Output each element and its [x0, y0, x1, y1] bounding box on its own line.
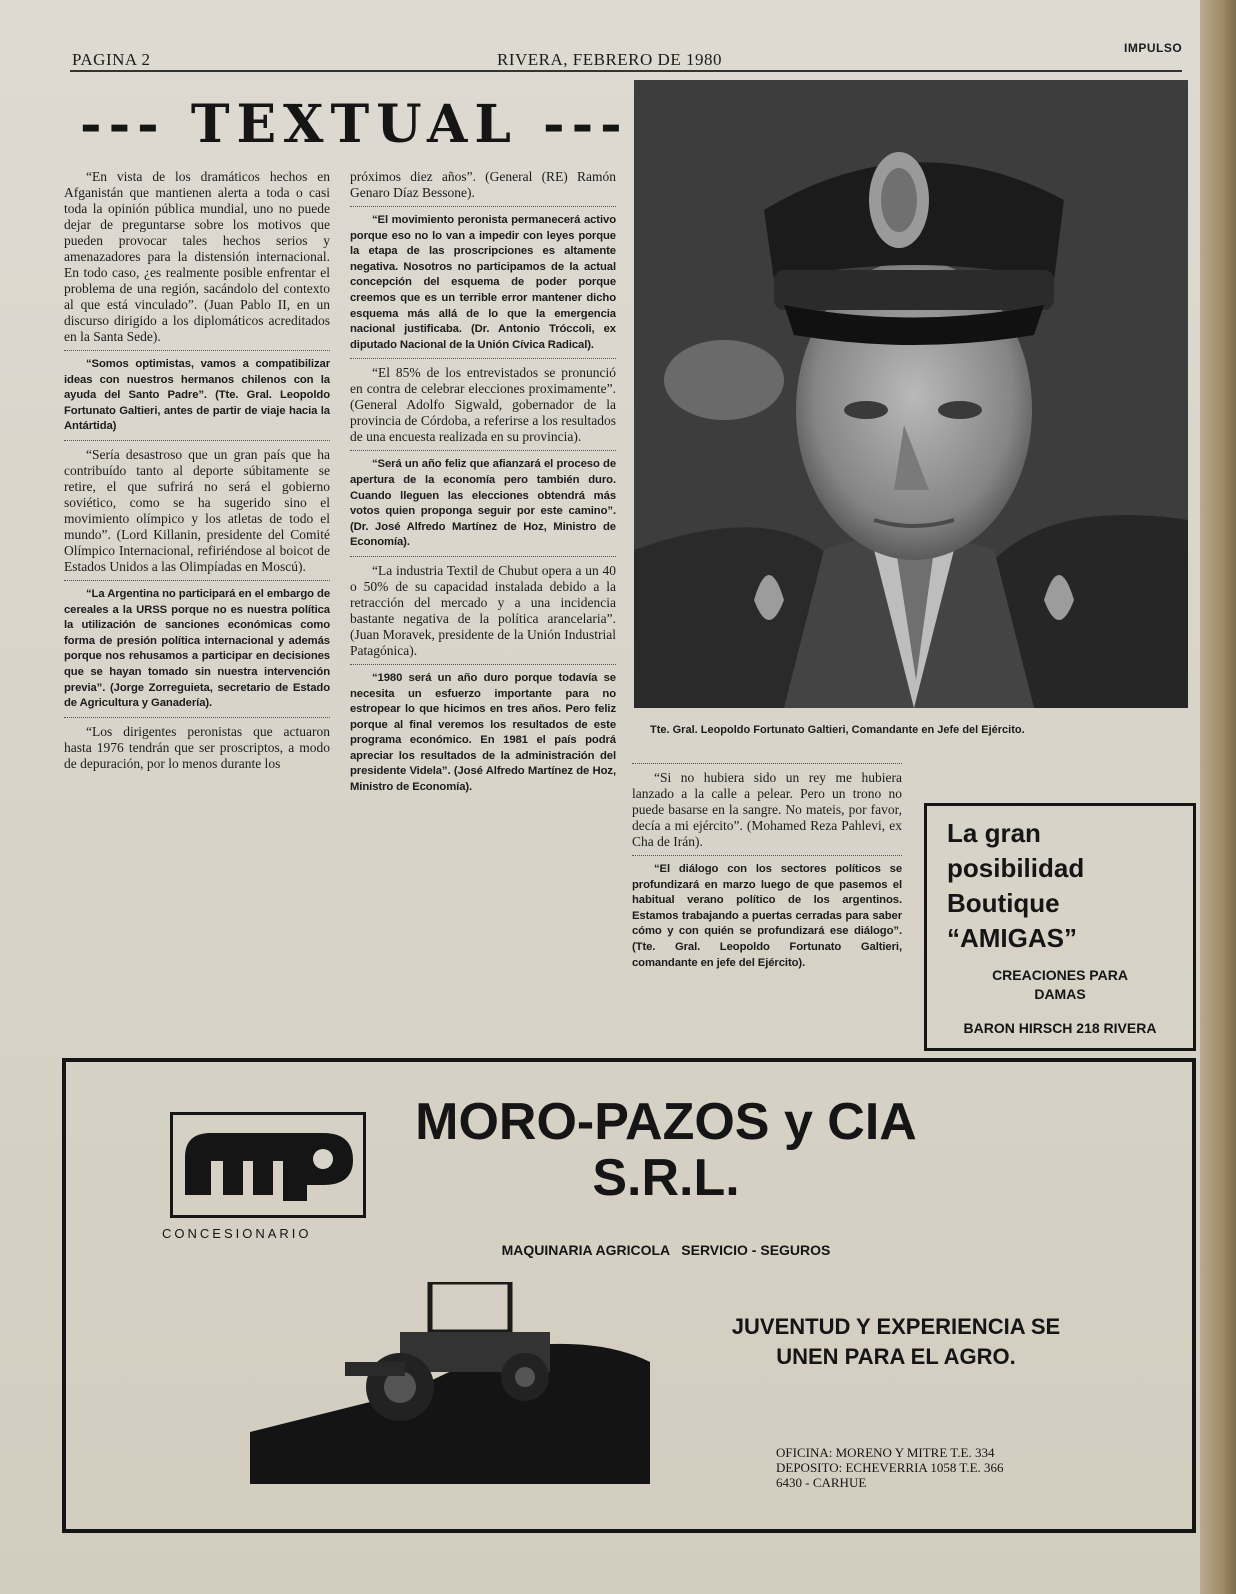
ad-subtitle-line: CREACIONES PARA	[992, 967, 1128, 983]
mp-logo-icon	[173, 1115, 363, 1215]
separator	[350, 556, 616, 557]
separator	[350, 358, 616, 359]
separator	[350, 206, 616, 207]
company-name-line: S.R.L.	[592, 1149, 740, 1207]
tractor-illustration	[250, 1282, 650, 1484]
ad-title-line: “AMIGAS”	[947, 923, 1077, 953]
quote: “La industria Textil de Chubut opera a un 40 o 50% de su capacidad instalada debido a la retracción del mercado y a una incidencia bastante negativa de la política arancelaria”. (Juan Moravek, presidente de la Unión Industrial Patagónica).	[350, 562, 616, 658]
company-slogan	[686, 1312, 1106, 1372]
company-ad	[62, 1058, 1196, 1533]
boutique-ad-address: BARON HIRSCH 218 RIVERA	[963, 1020, 1157, 1036]
portrait-illustration	[634, 80, 1188, 708]
company-logo	[170, 1112, 366, 1218]
ad-title-line: Boutique	[947, 888, 1060, 918]
separator	[350, 664, 616, 665]
separator	[64, 580, 330, 581]
separator	[632, 763, 902, 764]
company-contact	[776, 1445, 1004, 1490]
separator	[64, 717, 330, 718]
slogan-line: UNEN PARA EL AGRO.	[776, 1344, 1016, 1369]
ad-title-line: La gran	[947, 818, 1041, 848]
photo-caption: Tte. Gral. Leopoldo Fortunato Galtieri, Comandante en Jefe del Ejército.	[650, 724, 1025, 736]
separator	[64, 440, 330, 441]
quote: “Será un año feliz que afianzará el proceso de apertura de la economía pero también duro. Cuando lleguen las elecciones obtendrá más votos quien proponga seguir por este camino”. (Dr. José Alfredo Martínez de Hoz, Ministro de Economía).	[350, 458, 616, 549]
page-edge	[1200, 0, 1236, 1594]
contact-line: 6430 - CARHUE	[776, 1475, 867, 1490]
separator	[64, 350, 330, 351]
header-rule	[70, 70, 1182, 72]
headline: --- TEXTUAL ---	[80, 94, 629, 155]
slogan-line: JUVENTUD Y EXPERIENCIA SE	[731, 1314, 1061, 1339]
page-number: PAGINA 2	[72, 50, 151, 69]
publication-name: IMPULSO	[1124, 41, 1183, 55]
ad-title-line: posibilidad	[947, 853, 1085, 883]
quote: “El diálogo con los sectores políticos se profundizará en marzo luego de que pasemos el habitual verano político de los argentinos. Estamos trabajando a puertas cerradas para saber cómo y con quién se profundizará ese diálogo”. (Tte. Gral. Leopoldo Fortunato Galtieri, comandante en jefe del Ejército).	[632, 863, 902, 969]
quote: “Los dirigentes peronistas que actuaron hasta 1976 tendrán que ser proscriptos, a modo de depuración, por lo menos durante los	[64, 723, 330, 771]
column-1	[64, 169, 330, 772]
quote: “Somos optimistas, vamos a compatibilizar ideas con nuestros hermanos chilenos con la ayuda del Santo Padre”. (Tte. Gral. Leopoldo Fortunato Galtieri, antes de partir de viaje hacia la Antártida)	[64, 358, 330, 433]
boutique-ad-title	[947, 816, 1197, 956]
contact-line: OFICINA: MORENO Y MITRE T.E. 334	[776, 1445, 995, 1460]
separator	[632, 855, 902, 856]
column-2	[350, 169, 616, 796]
column-3	[632, 763, 902, 971]
company-name-line: MORO-PAZOS y CIA	[415, 1093, 917, 1151]
boutique-ad-subtitle	[927, 966, 1193, 1004]
quote: “El 85% de los entrevistados se pronunció en contra de celebrar elecciones proximamente”. (General Adolfo Sigwald, gobernador de la provincia de Córdoba, a referirse a los resultados de una encuesta realizada en su provincia).	[350, 365, 616, 445]
contact-line: DEPOSITO: ECHEVERRIA 1058 T.E. 366	[776, 1460, 1004, 1475]
quote-continuation: próximos diez años”. (General (RE) Ramón Genaro Díaz Bessone).	[350, 169, 616, 200]
quote: “Sería desastroso que un gran país que ha contribuído tanto al deporte súbitamente se retire, el que sufrirá no será el gobierno soviético, como se ha sugerido sino el movimiento olímpico y los atletas de todo el mundo”. (Lord Killanin, presidente del Comité Olímpico Internacional, refiriéndose al boicot de Estados Unidos a las Olimpíadas en Moscú).	[64, 446, 330, 574]
quote: “Si no hubiera sido un rey me hubiera lanzado a la calle a pelear. Pero un trono no puede basarse en la sangre. No mateis, por favor, decía a mi ejército”. (Mohamed Reza Pahlevi, ex Cha de Irán).	[632, 770, 902, 849]
separator	[350, 450, 616, 451]
quote: “En vista de los dramáticos hechos en Afganistán que mantienen alerta a toda o casi toda la opinión pública mundial, uno no puede dejar de preguntarse sobre los motivos que pueden provocar tales hechos serios y amenazadores para la distensión internacional. En todo caso, ¿es realmente posible enfrentar el problema de una región, sacándolo del contexto al que está vinculado”. (Juan Pablo II, en un discurso dirigido a los diplomáticos acreditados en la Santa Sede).	[64, 169, 330, 344]
quote: “El movimiento peronista permanecerá activo porque eso no lo van a impedir con leyes porque la etapa de las proscripciones es altamente negativa. Nosotros no participamos de la actual concepción del esquema de poder porque creemos que es un terrible error mantener dicho esquema más allá de lo que la emergencia nacional justificaba. (Dr. Antonio Tróccoli, ex diputado Nacional de la Unión Cívica Radical).	[350, 214, 616, 351]
company-name	[366, 1094, 966, 1206]
boutique-ad	[924, 803, 1196, 1051]
portrait-photo	[634, 80, 1188, 708]
date-line: RIVERA, FEBRERO DE 1980	[497, 50, 722, 69]
company-services: MAQUINARIA AGRICOLA SERVICIO - SEGUROS	[501, 1242, 831, 1258]
quote: “La Argentina no participará en el embargo de cereales a la URSS porque no es nuestra política la utilización de sanciones económicas como forma de presión política internacional y además porque nos rehusamos a participar en decisiones que se hayan tomado sin nuestra intervención previa”. (Jorge Zorreguieta, secretario de Estado de Agricultura y Ganadería).	[64, 587, 330, 710]
ad-subtitle-line: DAMAS	[1034, 986, 1086, 1002]
quote: “1980 será un año duro porque todavía se necesita un esfuerzo importante para no estropear lo que hicimos en tres años. Pero feliz porque al final veremos los resultados de este programa económico. En 1981 el país podrá apreciar los resultados de la administración del presidente Videla”. (José Alfredo Martínez de Hoz, Ministro de Economía).	[350, 671, 616, 794]
concesionario-label: CONCESIONARIO	[162, 1226, 312, 1241]
